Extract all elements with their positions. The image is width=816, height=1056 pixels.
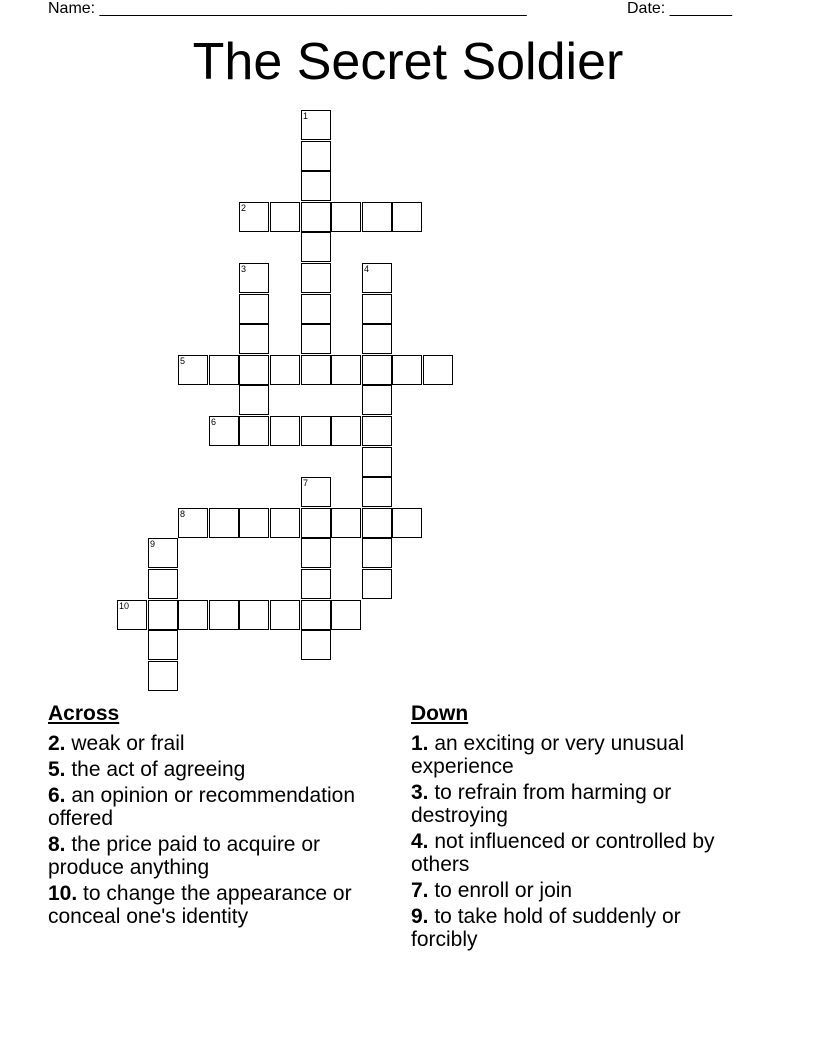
clue-text: an exciting or very unusual experience xyxy=(411,732,685,778)
crossword-cell[interactable] xyxy=(270,600,300,630)
crossword-cell[interactable] xyxy=(301,538,331,568)
clue-number: 9. xyxy=(411,905,429,928)
clue-text: not influenced or controlled by others xyxy=(411,830,715,876)
crossword-cell[interactable] xyxy=(301,294,331,324)
crossword-cell[interactable] xyxy=(239,508,269,538)
crossword-cell[interactable] xyxy=(301,508,331,538)
clue-number: 4. xyxy=(411,830,429,853)
crossword-cell[interactable] xyxy=(301,569,331,599)
crossword-cell[interactable] xyxy=(301,141,331,171)
crossword-cell[interactable] xyxy=(362,294,392,324)
crossword-cell[interactable] xyxy=(209,416,239,446)
clue-text: the price paid to acquire or produce anything xyxy=(48,833,320,879)
crossword-cell[interactable] xyxy=(270,416,300,446)
crossword-cell[interactable] xyxy=(301,630,331,660)
crossword-cell[interactable] xyxy=(301,232,331,262)
clue-text: the act of agreeing xyxy=(65,758,246,781)
across-clue xyxy=(48,882,378,928)
clue-number-label: 10 xyxy=(119,601,130,611)
clue-number: 3. xyxy=(411,781,429,804)
crossword-cell[interactable] xyxy=(270,508,300,538)
crossword-cell[interactable] xyxy=(148,661,178,691)
crossword-cell[interactable] xyxy=(239,294,269,324)
crossword-cell[interactable] xyxy=(301,324,331,354)
crossword-cell[interactable] xyxy=(331,600,361,630)
crossword-cell[interactable] xyxy=(301,171,331,201)
crossword-cell[interactable] xyxy=(239,385,269,415)
crossword-cell[interactable] xyxy=(392,508,422,538)
crossword-cell[interactable] xyxy=(362,385,392,415)
crossword-cell[interactable] xyxy=(362,324,392,354)
clue-text: to take hold of suddenly or forcibly xyxy=(411,905,681,951)
down-clue xyxy=(411,830,741,876)
across-heading: Across xyxy=(48,702,120,725)
crossword-cell[interactable] xyxy=(148,600,178,630)
clue-number-label: 1 xyxy=(303,111,309,121)
down-heading: Down xyxy=(411,702,469,725)
crossword-cell[interactable] xyxy=(362,355,392,385)
crossword-cell[interactable] xyxy=(362,538,392,568)
crossword-cell[interactable] xyxy=(270,202,300,232)
crossword-cell[interactable] xyxy=(209,600,239,630)
down-clue xyxy=(411,781,741,827)
across-clue xyxy=(48,784,378,830)
name-field-label: Name: ________________________________________________ xyxy=(48,0,527,17)
crossword-cell[interactable] xyxy=(239,355,269,385)
clue-number-label: 6 xyxy=(211,417,217,427)
down-clue xyxy=(411,879,741,902)
crossword-cell[interactable] xyxy=(331,202,361,232)
clue-number-label: 8 xyxy=(180,509,186,519)
crossword-cell[interactable] xyxy=(331,508,361,538)
crossword-cell[interactable] xyxy=(270,355,300,385)
crossword-cell[interactable] xyxy=(239,324,269,354)
crossword-cell[interactable] xyxy=(331,416,361,446)
clue-number-label: 5 xyxy=(180,356,186,366)
clue-text: an opinion or recommendation offered xyxy=(48,784,356,830)
crossword-cell[interactable] xyxy=(301,416,331,446)
crossword-cell[interactable] xyxy=(362,263,392,293)
clue-number-label: 7 xyxy=(303,478,309,488)
down-clue xyxy=(411,732,741,778)
clue-number-label: 2 xyxy=(241,203,247,213)
crossword-cell[interactable] xyxy=(362,477,392,507)
crossword-cell[interactable] xyxy=(148,538,178,568)
clue-number: 10. xyxy=(48,882,78,905)
clue-text: to change the appearance or conceal one's identity xyxy=(48,882,352,928)
clue-number: 7. xyxy=(411,879,429,902)
clue-text: weak or frail xyxy=(65,732,185,755)
page-title: The Secret Soldier xyxy=(192,33,624,91)
crossword-cell[interactable] xyxy=(178,508,208,538)
crossword-cell[interactable] xyxy=(362,569,392,599)
crossword-cell[interactable] xyxy=(301,110,331,140)
crossword-cell[interactable] xyxy=(239,600,269,630)
crossword-cell[interactable] xyxy=(209,508,239,538)
clue-number-label: 9 xyxy=(150,539,156,549)
crossword-cell[interactable] xyxy=(331,355,361,385)
clue-number-label: 3 xyxy=(241,264,247,274)
crossword-cell[interactable] xyxy=(239,202,269,232)
crossword-cell[interactable] xyxy=(362,416,392,446)
across-clue xyxy=(48,758,378,781)
crossword-cell[interactable] xyxy=(178,355,208,385)
crossword-cell[interactable] xyxy=(239,416,269,446)
clue-number: 1. xyxy=(411,732,429,755)
crossword-cell[interactable] xyxy=(148,630,178,660)
clue-number: 6. xyxy=(48,784,66,807)
across-clue xyxy=(48,833,378,879)
crossword-cell[interactable] xyxy=(301,477,331,507)
clue-number: 2. xyxy=(48,732,66,755)
crossword-cell[interactable] xyxy=(239,263,269,293)
crossword-cell[interactable] xyxy=(362,447,392,477)
down-clue xyxy=(411,905,741,951)
crossword-cell[interactable] xyxy=(362,508,392,538)
crossword-cell[interactable] xyxy=(423,355,453,385)
clue-number: 8. xyxy=(48,833,66,856)
crossword-cell[interactable] xyxy=(362,202,392,232)
crossword-cell[interactable] xyxy=(392,202,422,232)
clue-text: to refrain from harming or destroying xyxy=(411,781,672,827)
date-field-label: Date: _______ xyxy=(627,0,732,17)
crossword-cell[interactable] xyxy=(301,355,331,385)
across-clue xyxy=(48,732,378,755)
across-clues xyxy=(48,702,378,931)
crossword-cell[interactable] xyxy=(148,569,178,599)
crossword-cell[interactable] xyxy=(178,600,208,630)
clue-number-label: 4 xyxy=(364,264,370,274)
crossword-cell[interactable] xyxy=(117,600,147,630)
crossword-cell[interactable] xyxy=(301,263,331,293)
crossword-cell[interactable] xyxy=(301,202,331,232)
crossword-cell[interactable] xyxy=(209,355,239,385)
clue-text: to enroll or join xyxy=(428,879,573,902)
clue-number: 5. xyxy=(48,758,66,781)
crossword-cell[interactable] xyxy=(392,355,422,385)
down-clues xyxy=(411,702,741,954)
crossword-cell[interactable] xyxy=(301,600,331,630)
